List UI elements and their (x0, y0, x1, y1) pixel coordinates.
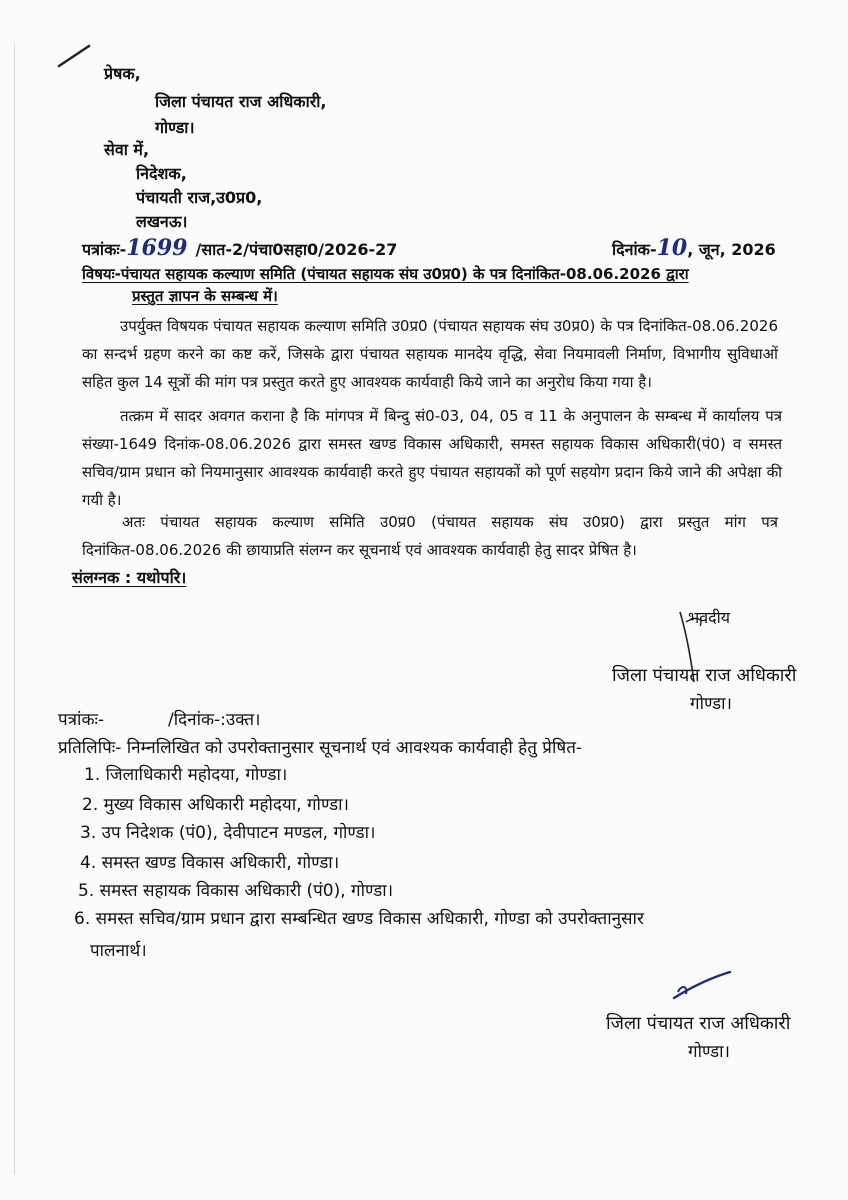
list-item-continuation: पालनार्थ। (90, 941, 147, 961)
list-item: 3. उप निदेशक (पं0), देवीपाटन मण्डल, गोण्डा। (80, 823, 376, 843)
list-item: 4. समस्त खण्ड विकास अधिकारी, गोण्डा। (80, 853, 340, 873)
copy-intro: प्रतिलिपिः- निम्नलिखित को उपरोक्तानुसार सूचनार्थ एवं आवश्यक कार्यवाही हेतु प्रेषित- (58, 738, 583, 758)
patrank-handwritten: 1699 (126, 235, 188, 261)
patrank-suffix: /सात-2/पंचा0सहा0/2026-27 (195, 240, 398, 259)
body-paragraph-2: तत्क्रम में सादर अवगत कराना है कि मांगपत्र में बिन्दु सं0-03, 04, 05 व 11 के अनुपालन के सम्बन्ध में कार्यालय पत्र संख्या-1649 दिनांक-08.06.2026 द्वारा समस्त खण्ड विकास अधिकारी, समस्त सहायक विकास अधिकारी(पं0) व समस्त सचिव/ग्राम प्रधान को नियमानुसार आवश्यक कार्यवाही करते हुए पंचायत सहायकों को पूर्ण सहयोग प्रदान किये जाने की अपेक्षा की गयी है। (82, 407, 782, 509)
sender-label: प्रेषक, (104, 64, 141, 83)
dinank-suffix: , जून, 2026 (687, 240, 776, 259)
enclosure-note: संलग्नक : यथोपरि। (72, 568, 187, 587)
recipient-place: लखनऊ। (136, 212, 188, 231)
signature-mark-2 (660, 968, 740, 1008)
list-item: 6. समस्त सचिव/ग्राम प्रधान द्वारा सम्बन्धित खण्ड विकास अधिकारी, गोण्डा को उपरोक्तानुसार (74, 909, 644, 929)
reference-date (612, 235, 776, 261)
dinank-label: दिनांक- (612, 240, 657, 259)
closing-salutation: भवदीय (688, 608, 731, 627)
recipient-department: पंचायती राज,उ0प्र0, (136, 188, 263, 207)
signatory-place-1: गोण्डा। (690, 694, 732, 714)
recipient-label: सेवा में, (104, 140, 150, 159)
signatory-designation-1: जिला पंचायत राज अधिकारी (612, 665, 797, 686)
copy-patrank-label: पत्रांकः- (58, 710, 105, 730)
subject-line-2: प्रस्तुत ज्ञापन के सम्बन्ध में। (132, 287, 278, 305)
list-item: 1. जिलाधिकारी महोदया, गोण्डा। (84, 765, 288, 785)
patrank-label: पत्रांकः- (82, 240, 127, 259)
recipient-designation: निदेशक, (136, 164, 187, 183)
sender-designation: जिला पंचायत राज अधिकारी, (155, 92, 327, 111)
copy-dinank: /दिनांक-:उक्त। (168, 710, 261, 730)
sender-place: गोण्डा। (155, 118, 195, 137)
pen-mark-icon (55, 42, 95, 72)
signatory-place-2: गोण्डा। (688, 1042, 730, 1062)
subject-line-1: विषयः-पंचायत सहायक कल्याण समिति (पंचायत सहायक संघ उ0प्र0) के पत्र दिनांकित-08.06.2026 द्वारा (82, 265, 689, 283)
body-paragraph-3: अतः पंचायत सहायक कल्याण समिति उ0प्र0 (पंचायत सहायक संघ उ0प्र0) द्वारा प्रस्तुत मांग पत्र दिनांकित-08.06.2026 की छायाप्रति संलग्न कर सूचनार्थ एवं आवश्यक कार्यवाही हेतु सादर प्रेषित है। (82, 513, 778, 559)
list-item: 2. मुख्य विकास अधिकारी महोदया, गोण्डा। (82, 795, 349, 815)
reference-number (82, 235, 398, 261)
dinank-handwritten: 10 (656, 235, 688, 261)
page-edge-line (14, 44, 15, 1174)
body-paragraph-1: उपर्युक्त विषयक पंचायत सहायक कल्याण समिति उ0प्र0 (पंचायत सहायक संघ उ0प्र0) के पत्र दिनांकित-08.06.2026 का सन्दर्भ ग्रहण करने का कष्ट करें, जिसके द्वारा पंचायत सहायक मानदेय वृद्धि, सेवा नियमावली निर्माण, विभागीय सुविधाओं सहित कुल 14 सूत्रों की मांग पत्र प्रस्तुत करते हुए आवश्यक कार्यवाही किये जाने का अनुरोध किया गया है। (82, 317, 778, 391)
signatory-designation-2: जिला पंचायत राज अधिकारी (606, 1013, 791, 1034)
list-item: 5. समस्त सहायक विकास अधिकारी (पं0), गोण्डा। (78, 881, 394, 901)
